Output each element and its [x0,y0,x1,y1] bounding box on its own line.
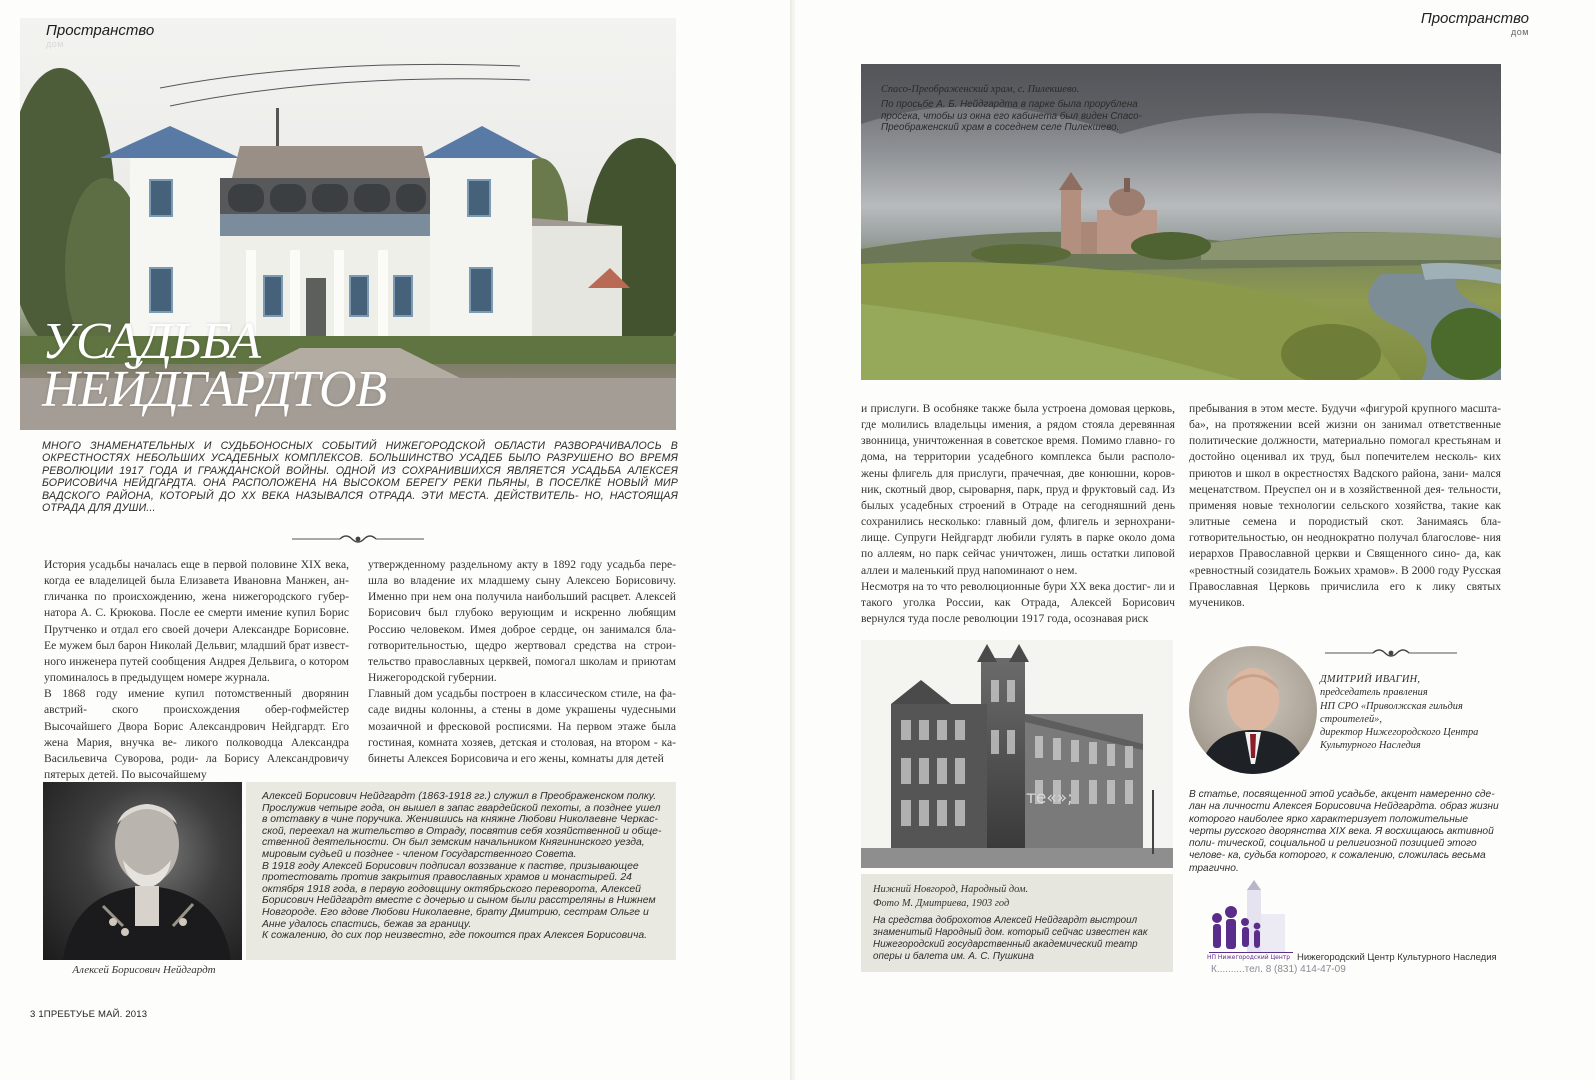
narodny-dom-title [873,883,1161,910]
baron-bio-paragraph: К сожалению, до сих пор неизвестно, где покоится прах Алексея Борисовича. [262,930,647,942]
section-subtitle: дом [1511,27,1529,37]
article-column-left-2 [368,557,676,767]
running-head-right [1421,10,1529,37]
baron-bio-sidebar [246,782,676,960]
baron-bio-paragraph: В 1918 году Алексей Борисович подписал воззвание к пастве, призывающее протестовать против закрытия православных храмов и монастырей. 24 октября 1918 года, в первую годовщину октябрьского переворота, Алексей Борисович Нейдгардт вместе с дочерью и сыном были расстреляны в Нижнем Новгороде. Его вдове Любови Николаевне, брату Дмитрию, сестрам Ольге и Анне удалось спастись, бежав за границу. [262,860,656,930]
narodny-dom-caption-box [861,874,1173,972]
baron-portrait-photo [43,782,242,960]
narodny-dom-description: На средства доброхотов Алексей Нейдгардт выстроил знаменитый Народный дом. который сейчас известен как Нижегородский государственный академический театр оперы и балета им. А. С. Пушкина [873,915,1148,962]
church-photo-caption [881,84,1166,134]
paragraph: История усадьбы началась еще в первой половине XIX века, когда ее владелицей была Елизавета Ивановна Манжен, ан- гличанка по происхождению, жена нижегородского губер- натора А. С. Крюкова. После ее смерти имение купил Борис Прутченко и отдал его своей дочери Александре Борисовне. Ее мужем был барон Николай Дельвиг, младший брат извест- ного инженера путей сообщения Андрея Дельвига, о котором упоминалось в предыдущем номере журнала. [44,558,349,685]
ornament-divider-left [292,532,424,548]
page-footer: 3 1ПРЕБТУЬЕ МАЙ. 2013 [30,1009,148,1020]
running-head-left [46,22,154,49]
author-info [1320,673,1510,753]
section-title: Пространство [46,22,155,39]
author-position-2: директор Нижегородского Центра Культурного Наследия [1320,727,1479,752]
section-title: Пространство [1420,10,1529,27]
lead-paragraph: МНОГО ЗНАМЕНАТЕЛЬНЫХ И СУДЬБОНОСНЫХ СОБЫТИЙ НИЖЕГОРОДСКОЙ ОБЛАСТИ РАЗВОРАЧИВАЛОСЬ В ОКРЕСТНОСТЯХ НЕБОЛЬШИХ УСАДЕБНЫХ КОМПЛЕКСОВ. БОЛЬШИНСТВО УСАДЕБ БЫЛО РАЗРУШЕНО ВО ВРЕМЯ РЕВОЛЮЦИИ 1917 ГОДА И ГРАЖДАНСКОЙ ВОЙНЫ. ОДНОЙ ИЗ СОХРАНИВШИХСЯ ЯВЛЯЕТСЯ УСАДЬБА АЛЕКСЕЯ БОРИСОВИЧА НЕЙДГАРДТА. ОНА РАСПОЛОЖЕНА НА ВЫСОКОМ БЕРЕГУ РЕКИ ПЬЯНЫ, В ПОСЕЛКЕ НОВЫЙ МИР ВАДСКОГО РАЙОНА, КОТОРЫЙ ДО XX ВЕКА НАЗЫВАЛСЯ ОТРАДА. ЭТИ МЕСТА. ДЕЙСТВИТЕЛЬ- НО, НАСТОЯЩАЯ ОТРАДА ДЛЯ ДУШИ... [42,440,678,515]
hero-title [42,313,387,418]
hero-title-line1: УСАДЬБА [42,313,260,370]
author-quote: В статье, посвященной этой усадьбе, акцент намеренно сде- лан на личности Алексея Борисовича Нейдгардта. образ жизни которого наиболее ярко характеризует положительные черты русского дворянства XIX века. Я восхищаюсь активной поли- тической, социальной и религиозной позицией этого челове- ка, судьба которого, к сожалению, сложилась весьма трагично. [1189,789,1499,874]
right-page [795,0,1595,1080]
hero-title-line2: НЕЙДГАРДТОВ [42,361,387,418]
ncch-logo-text: НП Нижегородский Центр [1207,954,1291,961]
ornament-divider-right [1325,646,1457,662]
paragraph: Главный дом усадьбы построен в классическом стиле, на фа- саде видны колонны, а стены в доме украшены чудесными мозаичной и фресковой росписями. На первом этаже была гостиная, комната хозяев, детская и столовая, на втором - ка- бинеты Алексея Борисовича и его жены, комнаты для детей [368,687,676,765]
paragraph: Несмотря на то что революционные бури XX века достиг- ли и такого уголка России, как Отрада, Алексей Борисович вернулся туда после революции 1917 года, осознавая риск [861,579,1175,626]
narodny-dom-photo [861,640,1173,868]
article-column-right-1 [861,401,1175,627]
church-photo-description: По просьбе А. Б. Нейдгардта в парке была прорублена просека, чтобы из окна его кабинета был виден Спасо- Преображенский храм в соседнем селе Пилекшево. [881,99,1142,134]
paragraph: пребывания в этом месте. Будучи «фигурой крупного масшта- ба», на протяжении всей жизни он занимал ответственные политические должности, материально помогал крестьянам и достойно оценивал их труд, был попечителем несколь- ких приютов и школ в окрестностях Вадского района, зани- мался меценатством. Преуспел он и в хозяйственной дея- тельности, применяя новые технологии сельского хозяйства, такие как элитные семена и породистый скот. Занимаясь бла- готворительностью, он неоднократно получал благослове- ния иерархов Православной церкви и Священного сино- да, как «ревностный созидатель Божьих храмов». В 2000 году Русская Православная Церковь причислила его к лику святых мучеников. [1189,402,1501,609]
baron-portrait-caption: Алексей Борисович Нейдгардт [72,964,216,976]
baron-bio-paragraph: Алексей Борисович Нейдгардт (1863-1918 гг.) служил в Преображенском полку. Прослужив четыре года, он вышел в запас гвардейской пехоты, а позднее ушел в отставку в чине поручика. Женившись на княжне Любови Николаевне Черкас- ской, переехал на жительство в Отраду, посвятив себя хозяйственной и обще- ственной деятельности. Он был земским начальником Княгининского уезда, мировым судьей и позднее - членом Государственного Совета. [262,791,662,860]
paragraph: утвержденному раздельному акту в 1892 году усадьба пере- шла во владение их младшему сыну Алексею Борисовичу. Именно при нем она получила наибольший расцвет. Алексей Борисович был глубоко верующим и искренно любящим Россию человеком. Имея доброе сердце, он занимался бла- готворительностью, щедро жертвовал средства на строи- тельство православных церквей, помогал школам и приютам Нижегородской губернии. [368,558,676,685]
narodny-dom-title-line2: Фото М. Дмитриева, 1903 год [873,897,1010,909]
author-organization: НП СРО «Приволжская гильдия строителей», [1320,700,1463,725]
photo-watermark: те«»; [1026,788,1073,808]
author-name: ДМИТРИЙ ИВАГИН, [1320,674,1421,685]
paragraph: и прислуги. В особняке также была устроена домовая церковь, где молились владельцы имения, а рядом стояла деревянная звонница, уничтоженная в советское время. Помимо главно- го дома, на территории усадебного комплекса были располо- жены флигель для прислуги, прачечная, две конюшни, коров- ник, скотный двор, сыроварня, парк, пруд и фруктовый сад. Из былых усадебных строений в Отраде на сегодняшний день сохранились несколько: главный дом, флигель и зернохрани- лище. Супруги Нейдгардт любили гулять в парке около дома по аллеям, но парк сейчас уничтожен, лишь остатки липовой аллеи и маленький пруд напоминают о нем. [861,402,1175,577]
left-page [0,0,792,1080]
narodny-dom-title-line1: Нижний Новгород, Народный дом. [873,884,1029,895]
ncch-name: Нижегородский Центр Культурного Наследия [1297,952,1497,963]
article-column-right-2 [1189,401,1501,611]
author-position: председатель правления [1320,687,1428,699]
article-column-left-1 [44,557,349,783]
church-photo-title: Спасо-Преображенский храм, с. Пилекшево. [881,84,1080,95]
church-landscape-photo [861,64,1501,380]
ncch-phone: К..........тел. 8 (831) 414-47-09 [1211,964,1346,975]
section-subtitle: дом [46,39,64,49]
author-portrait [1189,646,1317,774]
ncch-logo [1207,880,1297,972]
paragraph: В 1868 году имение купил потомственный дворянин австрий- ского происхождения обер-гофмейстер Высочайшего Двора Борис Александрович Нейдгардт. Его жена Мария, внучка ве- ликого полководца Александра Васильевича Суворова, роди- ла Борису Александровичу пятерых детей. По высочайшему [44,687,349,782]
